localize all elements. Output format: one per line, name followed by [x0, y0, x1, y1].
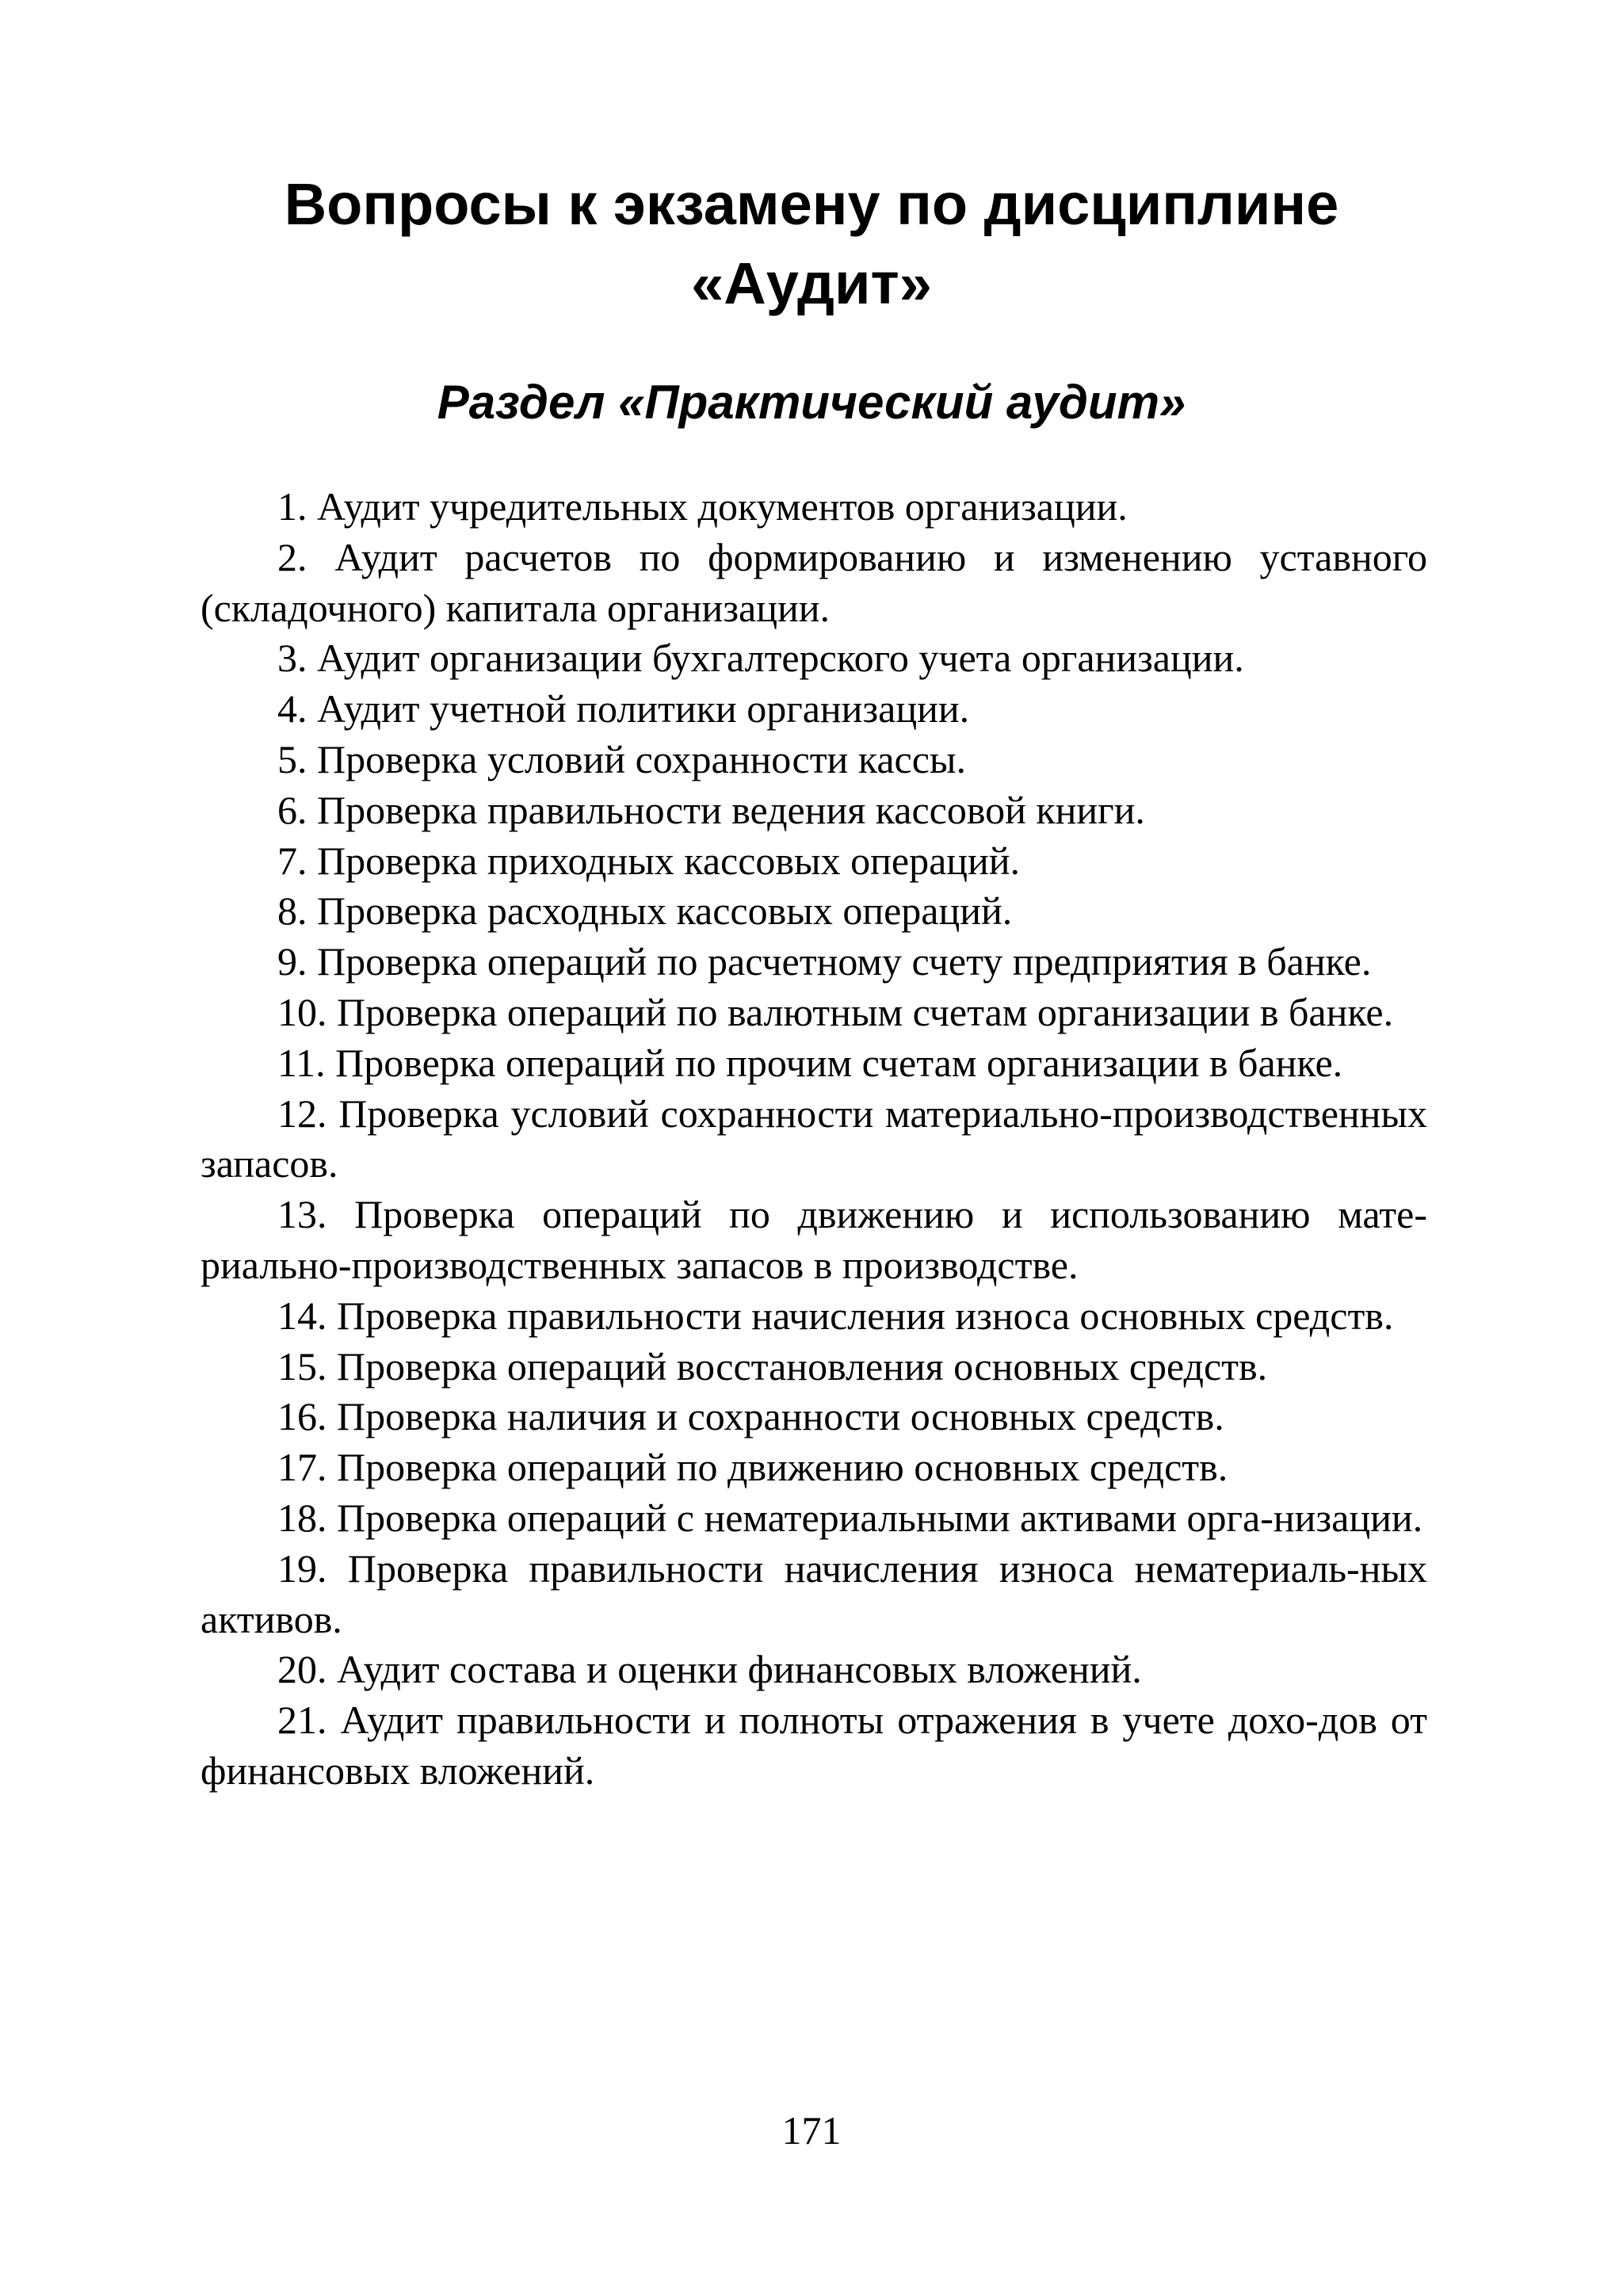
exam-question — [200, 482, 1427, 533]
exam-question-text: 18. Проверка операций с нематериальными активами орга-низации. — [277, 1495, 1423, 1540]
exam-question-text: 17. Проверка операций по движению основных средств. — [277, 1445, 1228, 1490]
exam-question-text: 5. Проверка условий сохранности кассы. — [277, 736, 967, 781]
exam-question — [200, 1291, 1427, 1342]
exam-question — [200, 633, 1427, 684]
exam-question — [200, 1544, 1427, 1645]
section-heading: Раздел «Практический аудит» — [437, 376, 1186, 429]
exam-question — [200, 836, 1427, 887]
exam-question-text: 10. Проверка операций по валютным счетам организации в банке. — [277, 989, 1394, 1034]
page-number: 171 — [781, 2108, 842, 2153]
exam-question-text: 3. Аудит организации бухгалтерского учета организации. — [277, 636, 1244, 681]
exam-question-text: 21. Аудит правильности и полноты отражения в учете дохо-дов от финансовых вложений. — [200, 1698, 1427, 1793]
exam-question-text: 6. Проверка правильности ведения кассовой книги. — [277, 787, 1145, 832]
exam-question — [200, 937, 1427, 988]
exam-question — [200, 1038, 1427, 1089]
exam-question-text: 13. Проверка операций по движению и использованию мате-риально-производственных запасов в производстве. — [200, 1192, 1427, 1287]
exam-question-text: 9. Проверка операций по расчетному счету предприятия в банке. — [277, 939, 1372, 984]
exam-question — [200, 1342, 1427, 1392]
exam-question — [200, 785, 1427, 836]
exam-question-text: 14. Проверка правильности начисления износа основных средств. — [277, 1293, 1394, 1338]
exam-question-text: 16. Проверка наличия и сохранности основных средств. — [277, 1394, 1224, 1439]
page-title-line-1: Вопросы к экзамену по дисциплине — [284, 171, 1339, 237]
exam-question — [200, 1442, 1427, 1493]
exam-question — [200, 1645, 1427, 1695]
exam-question-text: 12. Проверка условий сохранности материально-производственных запасов. — [200, 1091, 1427, 1186]
exam-question — [200, 533, 1427, 634]
exam-question — [200, 1089, 1427, 1190]
exam-question — [200, 1190, 1427, 1291]
exam-question — [200, 684, 1427, 735]
exam-question — [200, 735, 1427, 785]
exam-question-text: 15. Проверка операций восстановления основных средств. — [277, 1343, 1268, 1389]
exam-question — [200, 1493, 1427, 1544]
exam-question-text: 1. Аудит учредительных документов организации. — [277, 484, 1128, 529]
exam-question — [200, 886, 1427, 937]
exam-question-text: 11. Проверка операций по прочим счетам организации в банке. — [277, 1040, 1343, 1085]
exam-question-text: 8. Проверка расходных кассовых операций. — [277, 888, 1013, 934]
exam-question — [200, 1392, 1427, 1442]
page-title — [0, 165, 1623, 323]
exam-question — [200, 1695, 1427, 1797]
exam-question-text: 2. Аудит расчетов по формированию и изменению уставного (складочного) капитала организации. — [200, 534, 1427, 630]
exam-question-text: 20. Аудит состава и оценки финансовых вложений. — [277, 1647, 1142, 1692]
page-title-line-2: «Аудит» — [691, 250, 932, 316]
exam-question-list — [200, 482, 1427, 1797]
exam-question — [200, 988, 1427, 1038]
exam-question-text: 7. Проверка приходных кассовых операций. — [277, 838, 1021, 883]
exam-question-text: 4. Аудит учетной политики организации. — [277, 686, 970, 732]
exam-question-text: 19. Проверка правильности начисления износа нематериаль-ных активов. — [200, 1545, 1427, 1641]
